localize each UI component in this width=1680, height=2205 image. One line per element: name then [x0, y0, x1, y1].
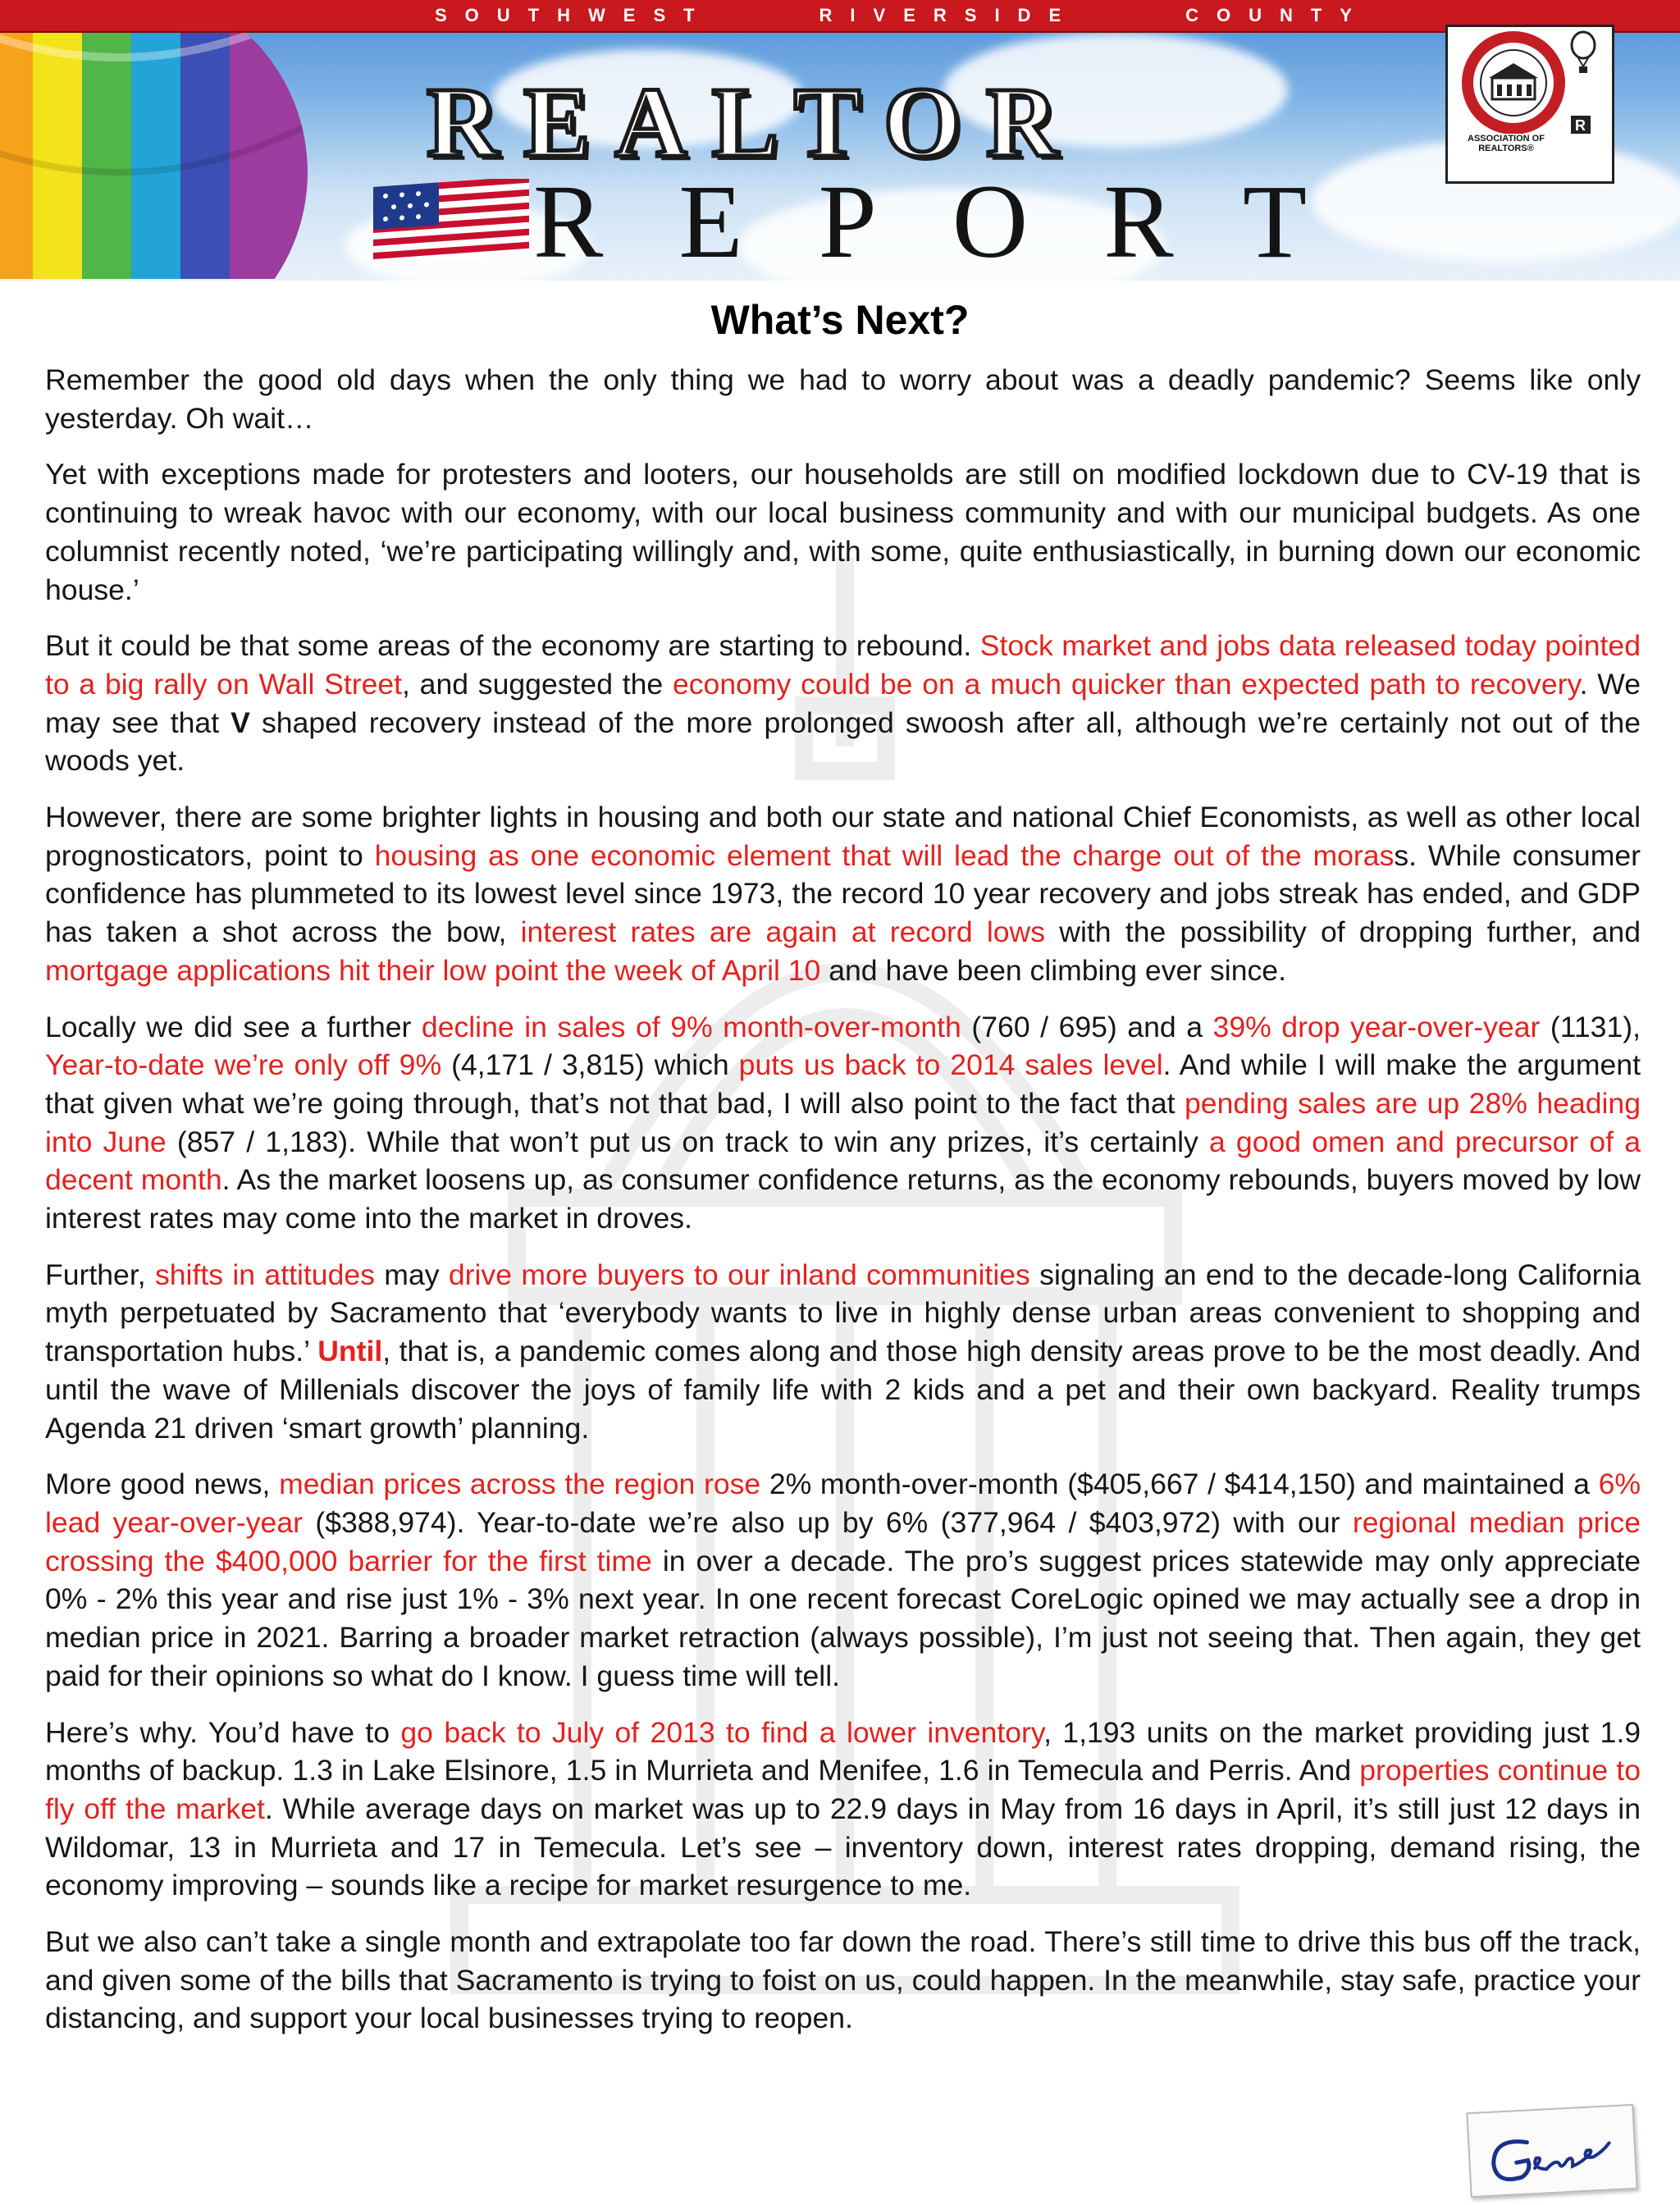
body-text: However, there are some brighter lights in housing and both our state and national Chief Economists, as well as other local prognosticators, point to	[45, 801, 1641, 872]
article-paragraph	[45, 1465, 1641, 1695]
region-word-2: RIVERSIDE	[819, 5, 1080, 25]
body-text: Further,	[45, 1258, 155, 1291]
region-word-1: SOUTHWEST	[435, 5, 713, 25]
highlighted-text: regional median price crossing the $400,000 barrier for the first time	[45, 1505, 1641, 1577]
hot-air-balloon-image	[0, 8, 312, 279]
highlighted-text: decline in sales of 9% month-over-month	[421, 1010, 961, 1043]
article-headline: What’s Next?	[710, 297, 970, 343]
highlighted-text: median prices across the region rose	[279, 1468, 761, 1501]
article-paragraph	[45, 1923, 1641, 2038]
body-text: with the possibility of dropping further, and	[1045, 915, 1641, 949]
article-paragraph	[45, 1714, 1641, 1906]
highlighted-text: properties continue to fly off the market	[45, 1754, 1641, 1825]
association-caption: ASSOCIATION OF REALTORS®	[1468, 134, 1545, 153]
highlighted-text: go back to July of 2013 to find a lower inventory	[400, 1715, 1044, 1749]
highlighted-text: drive more buyers to our inland communities	[448, 1258, 1030, 1291]
article-paragraph	[45, 798, 1641, 990]
highlighted-text: Year-to-date we’re only off 9%	[45, 1048, 442, 1082]
association-seal-icon	[1448, 27, 1612, 134]
article-paragraph	[45, 455, 1641, 609]
highlighted-text: economy could be on a much quicker than expected path to recovery	[672, 667, 1580, 701]
highlighted-text: 6% lead year-over-year	[45, 1468, 1641, 1539]
body-text: (1131),	[1540, 1010, 1641, 1043]
article-paragraph	[45, 361, 1641, 437]
body-text: But it could be that some areas of the economy are starting to rebound.	[45, 629, 980, 663]
body-text: , and suggested the	[402, 667, 673, 701]
body-text: signaling an end to the decade-long California myth perpetuated by Sacramento that ‘everybody wants to live in highly dense urban areas convenient to shopping and transportation hubs.’	[45, 1258, 1641, 1368]
body-text: shaped recovery instead of the more prolonged swoosh after all, although we’re certainly not out of the woods yet.	[45, 705, 1641, 778]
body-text: ($388,974). Year-to-date we’re also up by 6% (377,964 / $403,972) with our	[302, 1505, 1353, 1539]
body-text: 2% month-over-month ($405,667 / $414,150) and maintained a	[760, 1468, 1599, 1501]
article-paragraph	[45, 1008, 1641, 1238]
body-text: . We may see that	[45, 667, 1641, 739]
region-word-3: COUNTY	[1185, 5, 1370, 25]
body-text: . While average days on market was up to 22.9 days in May from 16 days in April, it’s still just 12 days in Wildomar, 13 in Murrieta and 17 in Temecula. Let’s see – inventory down, interest rates dropping, demand rising, the economy improving – sounds like a recipe for market resurgence to me.	[45, 1792, 1641, 1902]
body-text: Remember the good old days when the only thing we had to worry about was a deadly pandemic? Seems like only yesterday. Oh wait…	[45, 363, 1641, 435]
body-text: . And while I will make the argument that given what we’re going through, that’s not that bad, I will also point to the fact that	[45, 1048, 1641, 1120]
highlighted-text: pending sales are up 28% heading into June	[45, 1086, 1641, 1158]
highlighted-text: Stock market and jobs data released today pointed to a big rally on Wall Street	[45, 629, 1641, 701]
article-paragraph	[45, 1256, 1641, 1448]
body-text: may	[374, 1258, 449, 1291]
highlighted-text: mortgage applications hit their low point the week of April 10	[45, 953, 821, 987]
body-text: and have been climbing ever since.	[820, 953, 1286, 987]
report-banner	[0, 0, 1680, 281]
body-text: (760 / 695) and a	[961, 1010, 1213, 1043]
bold-text: V	[231, 705, 250, 739]
highlighted-text: 39% drop year-over-year	[1212, 1010, 1541, 1043]
highlighted-text: puts us back to 2014 sales level	[738, 1048, 1163, 1082]
body-text: Locally we did see a further	[45, 1010, 422, 1043]
author-signature	[1466, 2104, 1637, 2198]
body-text: , that is, a pandemic comes along and those high density areas prove to be the most deadly. And until the wave of Millenials discover the joys of family life with 2 kids and a pet and their own backyard. Reality trumps Agenda 21 driven ‘smart growth’ planning.	[45, 1335, 1641, 1445]
masthead-title-line2: REPORT	[533, 163, 1383, 280]
highlighted-text: Until	[317, 1335, 383, 1368]
highlighted-text: shifts in attitudes	[154, 1258, 375, 1291]
body-text: , 1,193 units on the market providing just 1.9 months of backup. 1.3 in Lake Elsinore, 1.5 in Murrieta and Menifee, 1.6 in Temecula and Perris. And	[45, 1715, 1641, 1787]
body-text: Here’s why. You’d have to	[45, 1715, 401, 1749]
body-text: But we also can’t take a single month and extrapolate too far down the road. There’s still time to drive this bus off the track, and given some of the bills that Sacramento is trying to foist on us, could happen. In the meanwhile, stay safe, practice your distancing, and support your local businesses trying to reopen.	[45, 1925, 1641, 2035]
signature-image	[1468, 2106, 1637, 2196]
body-text: More good news,	[45, 1468, 280, 1501]
body-text: in over a decade. The pro’s suggest prices statewide may only appreciate 0% - 2% this year and rise just 1% - 3% next year. In one recent forecast CoreLogic opined we may actually see a drop in median price in 2021. Barring a broader market retraction (always possible), I’m just not seeing that. Then again, they get paid for their opinions so what do I know. I guess time will tell.	[45, 1544, 1641, 1692]
body-text: s. While consumer confidence has plummeted to its lowest level since 1973, the record 10 year recovery and jobs streak has ended, and GDP has taken a shot across the bow,	[45, 838, 1641, 949]
region-bar	[0, 0, 1680, 33]
svg-text:R: R	[1575, 117, 1586, 134]
body-text: Yet with exceptions made for protesters and looters, our households are still on modified lockdown due to CV-19 that is continuing to wreak havoc with our economy, with our local business community and with our municipal budgets. As one columnist recently noted, ‘we’re participating willingly and, with some, quite enthusiastically, in burning down our economic house.’	[45, 458, 1641, 606]
article-body	[45, 361, 1641, 2056]
highlighted-text: interest rates are again at record lows	[520, 915, 1046, 949]
body-text: (4,171 / 3,815) which	[441, 1048, 739, 1082]
association-logo	[1445, 25, 1614, 184]
body-text: . As the market loosens up, as consumer confidence returns, as the economy rebounds, buyers moved by low interest rates may come into the market in droves.	[45, 1163, 1641, 1235]
body-text: (857 / 1,183). While that won’t put us on track to win any prizes, it’s certainly	[166, 1125, 1209, 1158]
highlighted-text: housing as one economic element that will lead the charge out of the moras	[374, 838, 1395, 872]
american-flag-icon	[373, 179, 529, 271]
article-paragraph	[45, 627, 1641, 780]
highlighted-text: a good omen and precursor of a decent month	[45, 1125, 1641, 1197]
masthead-title-line1: REALTOR	[427, 67, 1083, 178]
